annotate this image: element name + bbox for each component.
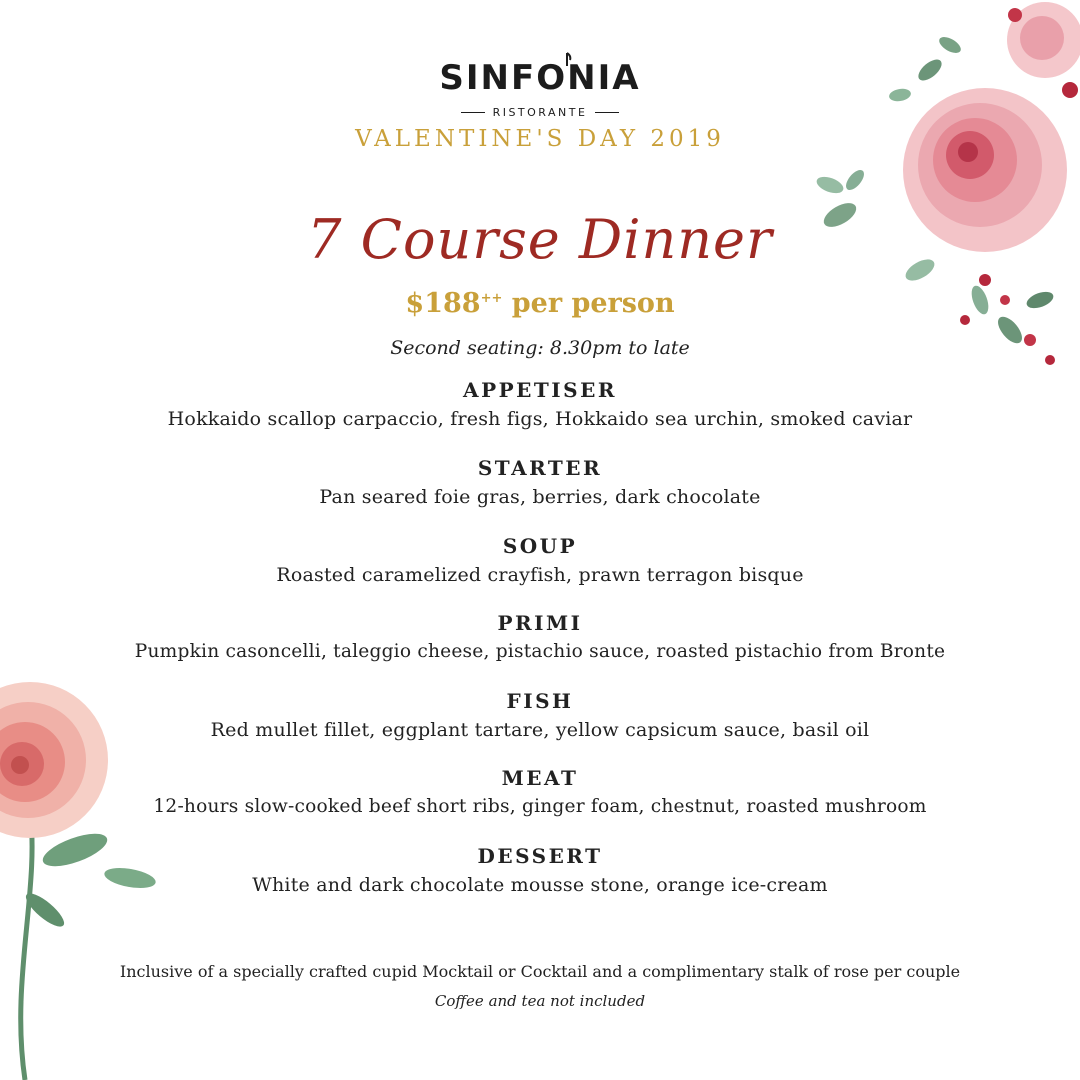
menu-headline: 7 Course Dinner (307, 208, 773, 271)
brand-logo (0, 58, 1080, 119)
event-title: VALENTINE'S DAY 2019 (355, 126, 725, 152)
course-dessert (0, 844, 1080, 896)
divider (461, 112, 485, 113)
brand-name: SINFONIA (439, 58, 641, 98)
course-title: APPETISER (463, 378, 617, 402)
music-note-icon (558, 52, 572, 72)
price (0, 288, 1080, 319)
course-primi (0, 611, 1080, 662)
course-title: FISH (506, 689, 574, 713)
course-soup (0, 534, 1080, 586)
course-description: Red mullet fillet, eggplant tartare, yellow capsicum sauce, basil oil (210, 719, 870, 741)
course-fish (0, 689, 1080, 741)
price-amount: $188 (405, 288, 481, 319)
course-title: SOUP (502, 534, 578, 558)
course-meat (0, 766, 1080, 817)
brand-subtitle-row (461, 106, 620, 119)
price-suffix: ++ (480, 291, 503, 306)
course-description: Hokkaido scallop carpaccio, fresh figs, Hokkaido sea urchin, smoked caviar (167, 408, 913, 430)
price-unit: per person (511, 288, 675, 319)
course-description: Pan seared foie gras, berries, dark chocolate (319, 486, 761, 508)
brand-subtitle: RISTORANTE (492, 106, 588, 119)
course-title: PRIMI (497, 611, 583, 635)
divider (595, 112, 619, 113)
seating-time: Second seating: 8.30pm to late (390, 337, 690, 359)
course-title: DESSERT (477, 844, 603, 868)
course-description: Roasted caramelized crayfish, prawn terragon bisque (276, 564, 804, 586)
exclusion-note: Coffee and tea not included (434, 992, 646, 1010)
course-description: 12-hours slow-cooked beef short ribs, ginger foam, chestnut, roasted mushroom (153, 796, 927, 817)
course-description: Pumpkin casoncelli, taleggio cheese, pistachio sauce, roasted pistachio from Bronte (134, 641, 946, 662)
inclusion-note: Inclusive of a specially crafted cupid Mocktail or Cocktail and a complimentary stalk of rose per couple (119, 962, 961, 981)
course-title: MEAT (501, 766, 579, 790)
course-appetiser (0, 378, 1080, 430)
course-description: White and dark chocolate mousse stone, orange ice-cream (252, 874, 828, 896)
course-title: STARTER (477, 456, 603, 480)
course-starter (0, 456, 1080, 508)
